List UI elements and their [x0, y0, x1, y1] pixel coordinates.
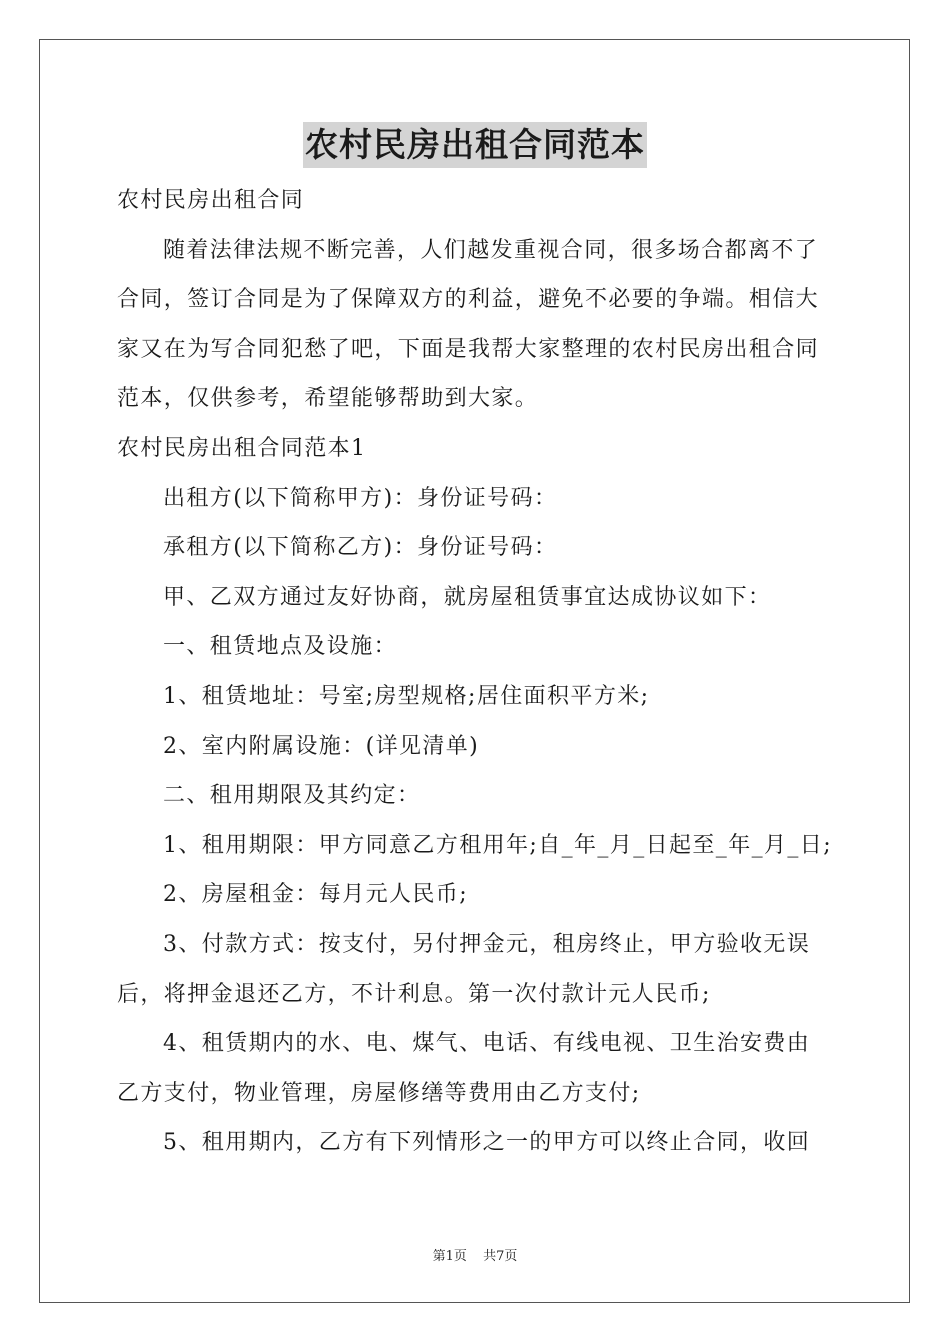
text-line: 甲、乙双方通过友好协商，就房屋租赁事宜达成协议如下：: [163, 584, 772, 610]
page-number: 第1页: [432, 1249, 467, 1264]
title-container: [0, 122, 950, 168]
text-line: 后，将押金退还乙方，不计利息。第一次付款计元人民币;: [117, 981, 711, 1007]
text-line: 2、室内附属设施：(详见清单): [163, 733, 480, 759]
text-line: 农村民房出租合同: [117, 188, 305, 213]
text-line: 农村民房出租合同范本1: [117, 435, 367, 461]
page-footer: [0, 1245, 950, 1264]
text-line: 乙方支付，物业管理，房屋修缮等费用由乙方支付;: [117, 1080, 641, 1106]
text-line: 二、租用期限及其约定：: [163, 783, 421, 809]
text-line: 合同，签订合同是为了保障双方的利益，避免不必要的争端。相信大: [117, 287, 820, 313]
text-line: 4、租赁期内的水、电、煤气、电话、有线电视、卫生治安费由: [163, 1031, 811, 1057]
text-line: 一、租赁地点及设施：: [163, 634, 398, 660]
text-line: 出租方(以下简称甲方)：身份证号码：: [163, 485, 558, 511]
text-line: 承租方(以下简称乙方)：身份证号码：: [163, 535, 558, 561]
document-title: 农村民房出租合同范本: [303, 122, 647, 168]
text-line: 随着法律法规不断完善，人们越发重视合同，很多场合都离不了: [163, 237, 819, 263]
text-line: 家又在为写合同犯愁了吧，下面是我帮大家整理的农村民房出租合同: [117, 336, 820, 362]
page-total: 共7页: [483, 1249, 518, 1264]
text-line: 1、租赁地址：号室;房型规格;居住面积平方米;: [163, 683, 650, 709]
text-line: 2、房屋租金：每月元人民币;: [163, 882, 469, 908]
text-line: 1、租用期限：甲方同意乙方租用年;自_年_月_日起至_年_月_日;: [163, 832, 833, 858]
text-line: 范本，仅供参考，希望能够帮助到大家。: [117, 386, 539, 412]
document-body: [117, 176, 837, 1168]
text-line: 5、租用期内，乙方有下列情形之一的甲方可以终止合同，收回: [163, 1130, 811, 1156]
text-line: 3、付款方式：按支付，另付押金元，租房终止，甲方验收无误: [163, 931, 811, 957]
